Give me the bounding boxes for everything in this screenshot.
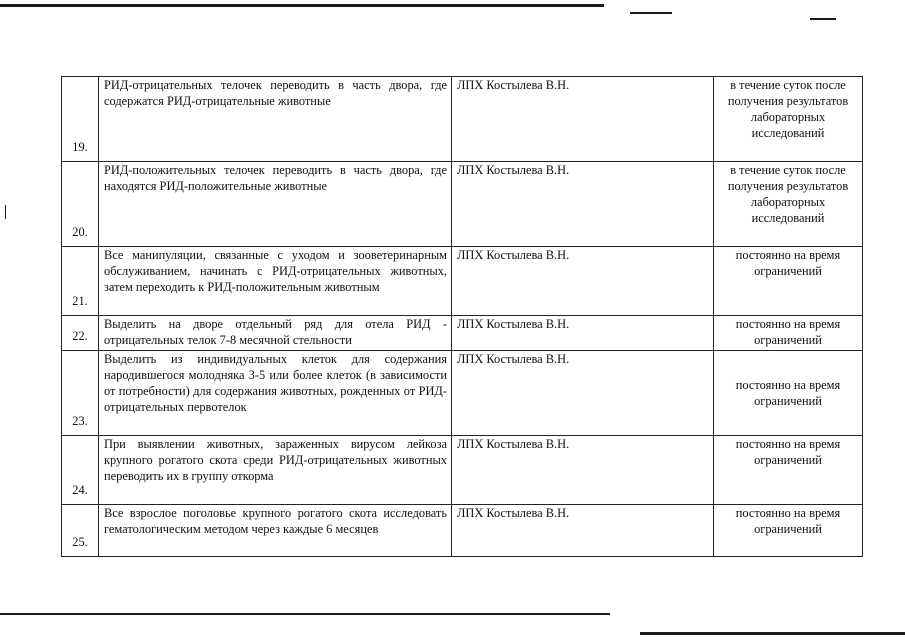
row-term: постоянно на время ограничений: [714, 316, 863, 351]
row-term: в течение суток после получения результатов лабораторных исследований: [714, 77, 863, 162]
table-row: [62, 77, 863, 162]
row-responsible: ЛПХ Костылева В.Н.: [452, 77, 714, 162]
row-action: Выделить на дворе отдельный ряд для отела РИД - отрицательных телок 7-8 месячной стельности: [99, 316, 452, 351]
table-row: [62, 247, 863, 316]
row-number: 20.: [62, 162, 99, 247]
table-row: [62, 162, 863, 247]
scan-top-rule: [0, 4, 604, 7]
row-number: 24.: [62, 436, 99, 505]
table-row: [62, 436, 863, 505]
row-term: постоянно на время ограничений: [714, 247, 863, 316]
row-responsible: ЛПХ Костылева В.Н.: [452, 436, 714, 505]
row-responsible: ЛПХ Костылева В.Н.: [452, 505, 714, 557]
measures-table: [61, 76, 863, 557]
scan-bottom-rule: [0, 613, 610, 615]
row-action: Выделить из индивидуальных клеток для содержания народившегося молодняка 3-5 или более клеток (в зависимости от потребности) для содержания животных, рожденных от РИД-отрицательных первотелок: [99, 351, 452, 436]
scan-top-rule-fragment: [810, 18, 836, 20]
row-term: постоянно на время ограничений: [714, 351, 863, 436]
row-number: 23.: [62, 351, 99, 436]
scan-margin-mark: [5, 205, 6, 219]
row-number: 19.: [62, 77, 99, 162]
row-term: постоянно на время ограничений: [714, 505, 863, 557]
row-responsible: ЛПХ Костылева В.Н.: [452, 351, 714, 436]
row-number: 22.: [62, 316, 99, 351]
scan-bottom-rule-right: [640, 632, 905, 635]
row-term: постоянно на время ограничений: [714, 436, 863, 505]
table-row: [62, 351, 863, 436]
row-number: 21.: [62, 247, 99, 316]
row-responsible: ЛПХ Костылева В.Н.: [452, 316, 714, 351]
row-action: РИД-положительных телочек переводить в часть двора, где находятся РИД-положительные животные: [99, 162, 452, 247]
table-row: [62, 505, 863, 557]
table-row: [62, 316, 863, 351]
row-action: Все взрослое поголовье крупного рогатого скота исследовать гематологическим методом через каждые 6 месяцев: [99, 505, 452, 557]
row-term: в течение суток после получения результатов лабораторных исследований: [714, 162, 863, 247]
row-action: РИД-отрицательных телочек переводить в часть двора, где содержатся РИД-отрицательные животные: [99, 77, 452, 162]
row-number: 25.: [62, 505, 99, 557]
row-responsible: ЛПХ Костылева В.Н.: [452, 162, 714, 247]
row-action: Все манипуляции, связанные с уходом и зооветеринарным обслуживанием, начинать с РИД-отрицательных животных, затем переходить к РИД-положительным животным: [99, 247, 452, 316]
scan-top-rule-fragment: [630, 12, 672, 14]
row-action: При выявлении животных, зараженных вирусом лейкоза крупного рогатого скота среди РИД-отрицательных животных переводить их в группу откорма: [99, 436, 452, 505]
row-responsible: ЛПХ Костылева В.Н.: [452, 247, 714, 316]
